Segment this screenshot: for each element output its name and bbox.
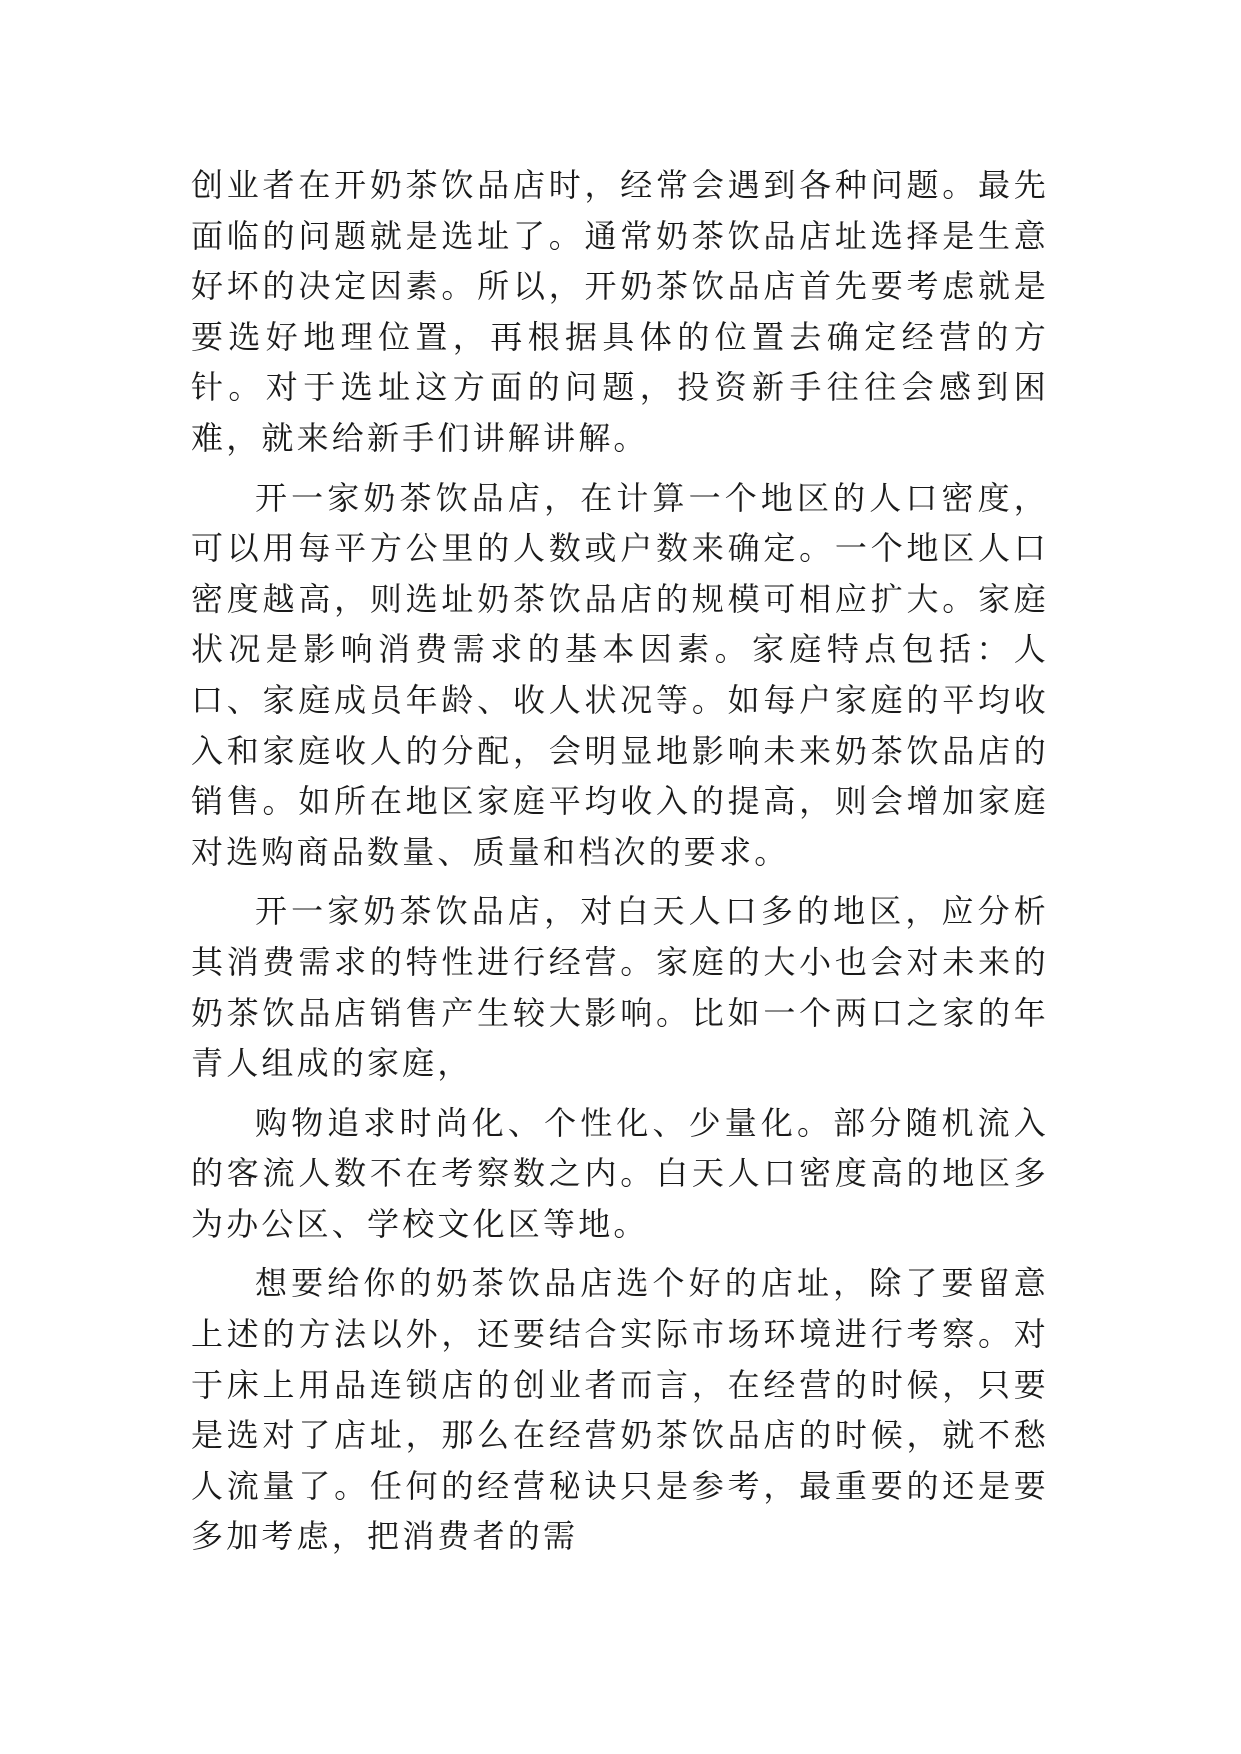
paragraph-5: 想要给你的奶茶饮品店选个好的店址，除了要留意上述的方法以外，还要结合实际市场环境进行考察。对于床上用品连锁店的创业者而言，在经营的时候，只要是选对了店址，那么在经营奶茶饮品店的时候，就不愁人流量了。任何的经营秘诀只是参考，最重要的还是要多加考虑，把消费者的需 — [191, 1264, 1049, 1556]
document-body — [191, 160, 1049, 1571]
paragraph-4: 购物追求时尚化、个性化、少量化。部分随机流入的客流人数不在考察数之内。白天人口密度高的地区多为办公区、学校文化区等地。 — [191, 1103, 1049, 1243]
paragraph-3: 开一家奶茶饮品店，对白天人口多的地区，应分析其消费需求的特性进行经营。家庭的大小也会对未来的奶茶饮品店销售产生较大影响。比如一个两口之家的年青人组成的家庭， — [191, 892, 1049, 1083]
paragraph-1: 创业者在开奶茶饮品店时，经常会遇到各种问题。最先面临的问题就是选址了。通常奶茶饮品店址选择是生意好坏的决定因素。所以，开奶茶饮品店首先要考虑就是要选好地理位置，再根据具体的位置去确定经营的方针。对于选址这方面的问题，投资新手往往会感到困难，就来给新手们讲解讲解。 — [191, 166, 1049, 457]
paragraph-2: 开一家奶茶饮品店，在计算一个地区的人口密度，可以用每平方公里的人数或户数来确定。一个地区人口密度越高，则选址奶茶饮品店的规模可相应扩大。家庭状况是影响消费需求的基本因素。家庭特点包括：人口、家庭成员年龄、收人状况等。如每户家庭的平均收入和家庭收人的分配，会明显地影响未来奶茶饮品店的销售。如所在地区家庭平均收入的提高，则会增加家庭对选购商品数量、质量和档次的要求。 — [191, 478, 1049, 871]
